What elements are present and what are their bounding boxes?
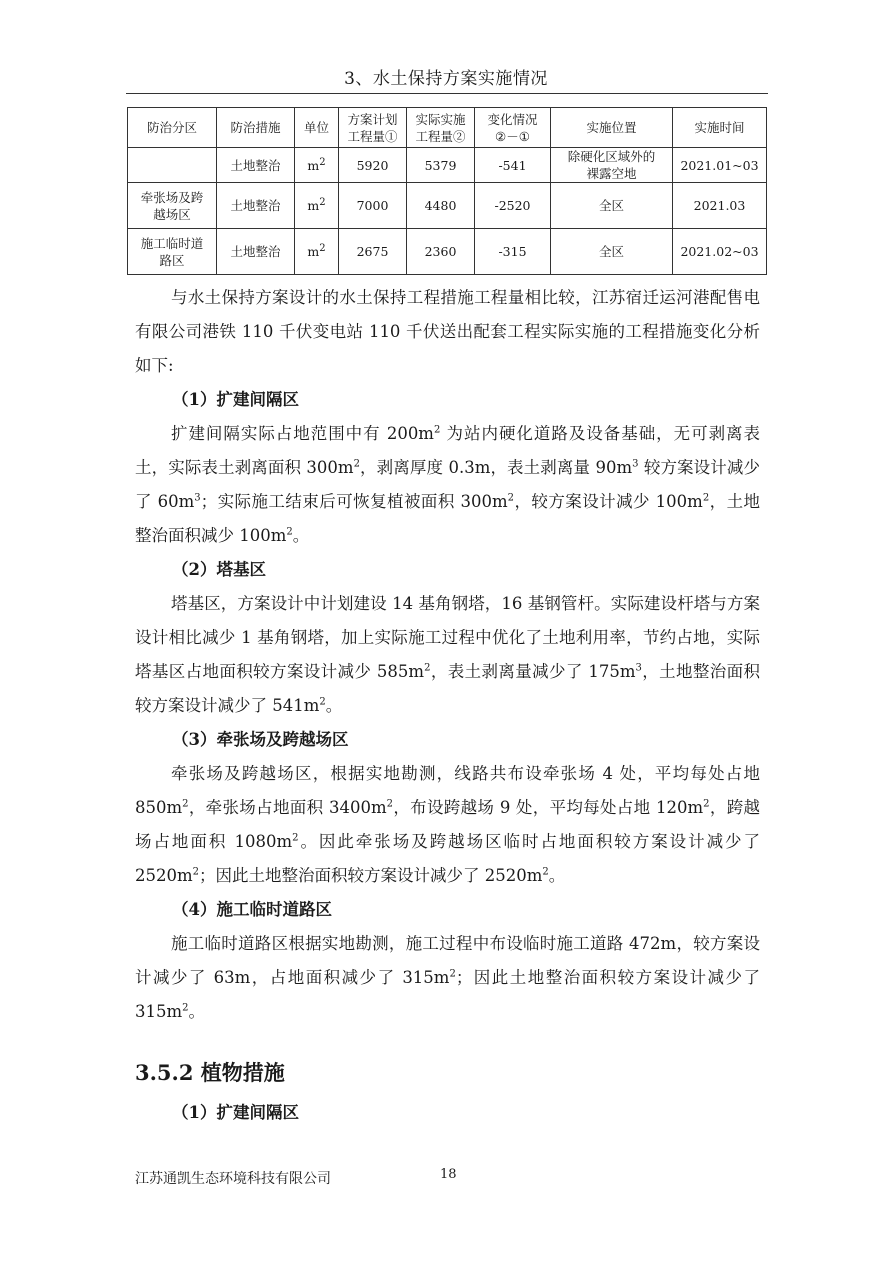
table-cell: -2520 (475, 183, 551, 229)
page-header-title: 3、水土保持方案实施情况 (344, 69, 548, 89)
table-header-cell: 防治分区 (128, 108, 217, 148)
table-cell: 2675 (339, 229, 407, 275)
main-body (135, 281, 760, 1029)
footer-company-name: 江苏通凯生态环境科技有限公司 (135, 1171, 331, 1187)
table-header-cell: 防治措施 (217, 108, 295, 148)
table-cell: 全区 (551, 229, 673, 275)
table-cell: 牵张场及跨 越场区 (128, 183, 217, 229)
plant-measures-body (135, 1096, 760, 1130)
section-heading-temp-road: （4）施工临时道路区 (172, 900, 332, 919)
table-cell: 2360 (407, 229, 475, 275)
table-header-cell: 实施位置 (551, 108, 673, 148)
section-paragraph-temp-road: 施工临时道路区根据实地勘测，施工过程中布设临时施工道路 472m，较方案设计减少了 63m，占地面积减少了 $315m^2$；因此土地整治面积较方案设计减少了 $315m^2$。 (135, 934, 760, 1021)
table-cell (128, 148, 217, 183)
section-heading-tower-base: （2）塔基区 (172, 560, 266, 579)
table-cell: 2021.01~03 (673, 148, 767, 183)
table-header-cell: 方案计划 工程量① (339, 108, 407, 148)
table-cell: 7000 (339, 183, 407, 229)
section-paragraph-tension-field: 牵张场及跨越场区，根据实地勘测，线路共布设牵张场 4 处，平均每处占地 $850m^2$，牵张场占地面积 $3400m^2$，布设跨越场 9 处，平均每处占地 $120m^2$，跨越场占地面积 $1080m^2$。因此牵张场及跨越场区临时占地面积较方案设计减少了 $2520m^2$；因此土地整治面积较方案设计减少了 $2520m^2$。 (135, 764, 761, 885)
table-cell: 土地整治 (217, 229, 295, 275)
table-row (128, 148, 767, 183)
intro-paragraph: 与水土保持方案设计的水土保持工程措施工程量相比较，江苏宿迁运河港配售电有限公司港铁 110 千伏变电站 110 千伏送出配套工程实际实施的工程措施变化分析如下: (135, 288, 760, 375)
table-cell: $m^2$ (295, 229, 339, 275)
engineering-measures-table (127, 107, 767, 275)
table-row (128, 229, 767, 275)
table-header-cell: 单位 (295, 108, 339, 148)
table-cell: 2021.03 (673, 183, 767, 229)
table-header-cell: 实施时间 (673, 108, 767, 148)
table-header-row (128, 108, 767, 148)
table-cell: $m^2$ (295, 148, 339, 183)
table-cell: 2021.02~03 (673, 229, 767, 275)
table-cell: 土地整治 (217, 148, 295, 183)
table-cell: 全区 (551, 183, 673, 229)
table-cell: 5379 (407, 148, 475, 183)
section-paragraph-tower-base: 塔基区，方案设计中计划建设 14 基角钢塔，16 基钢管杆。实际建设杆塔与方案设计相比减少 1 基角钢塔，加上实际施工过程中优化了土地利用率，节约占地，实际塔基区占地面积较方案设计减少 $585m^2$，表土剥离量减少了 $175m^3$，土地整治面积较方案设计减少了 $541m^2$。 (135, 594, 761, 715)
section-heading-expansion-bay: （1）扩建间隔区 (172, 390, 299, 409)
section-heading-tension-field: （3）牵张场及跨越场区 (172, 730, 349, 749)
table-cell: 4480 (407, 183, 475, 229)
table-header-cell: 变化情况 ②－① (475, 108, 551, 148)
table-cell: 土地整治 (217, 183, 295, 229)
section-heading-plant-measures: 3.5.2 植物措施 (135, 1060, 285, 1085)
subsection-heading-expansion-bay: （1）扩建间隔区 (172, 1103, 299, 1122)
section-paragraph-expansion-bay: 扩建间隔实际占地范围中有 $200m^2$ 为站内硬化道路及设备基础，无可剥离表土，实际表土剥离面积 $300m^2$，剥离厚度 0.3m，表土剥离量 $90m^3$ 较方案设计减少了 $60m^3$；实际施工结束后可恢复植被面积 $300m^2$，较方案设计减少 $100m^2$，土地整治面积减少 $100m^2$。 (135, 424, 761, 545)
table-cell: -541 (475, 148, 551, 183)
table-header-cell: 实际实施 工程量② (407, 108, 475, 148)
table-cell: 5920 (339, 148, 407, 183)
table-row (128, 183, 767, 229)
footer-page-number: 18 (440, 1167, 457, 1182)
table-cell: $m^2$ (295, 183, 339, 229)
header-divider (126, 93, 768, 94)
table-cell: -315 (475, 229, 551, 275)
table-cell: 除硬化区域外的 裸露空地 (551, 148, 673, 183)
table-cell: 施工临时道 路区 (128, 229, 217, 275)
